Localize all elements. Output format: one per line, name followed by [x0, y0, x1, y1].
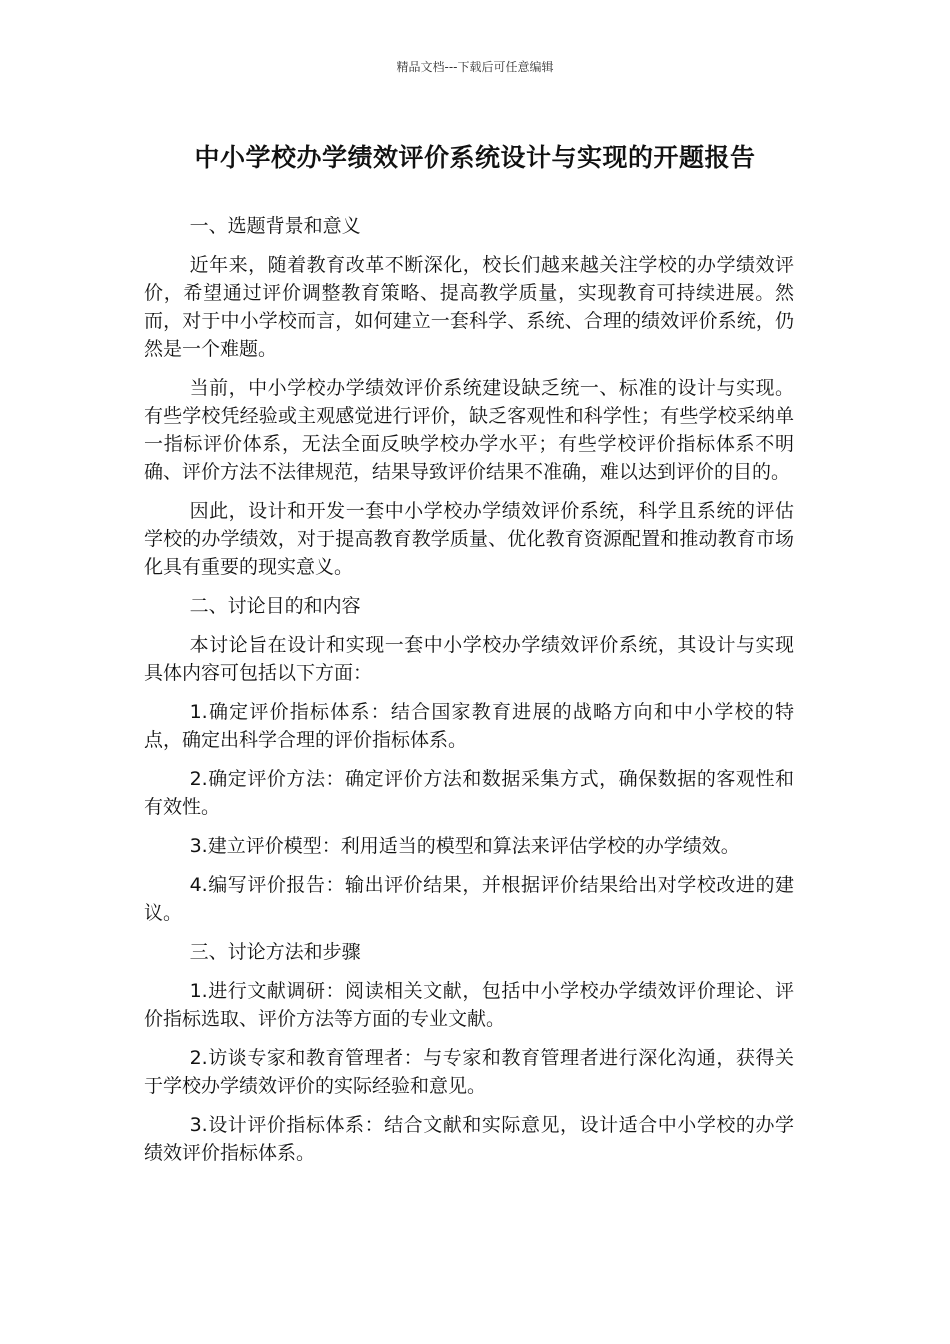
section-heading-purpose: 二、讨论目的和内容 [189, 595, 361, 617]
list-item: 2.访谈专家和教育管理者：与专家和教育管理者进行深化沟通，获得关于学校办学绩效评价的实际经验和意见。 [144, 1047, 794, 1097]
paragraph: 因此，设计和开发一套中小学校办学绩效评价系统，科学且系统的评估学校的办学绩效，对于提高教育教学质量、优化教育资源配置和推动教育市场化具有重要的现实意义。 [144, 500, 794, 578]
list-item: 1.进行文献调研：阅读相关文献，包括中小学校办学绩效评价理论、评价指标选取、评价方法等方面的专业文献。 [144, 980, 794, 1030]
paragraph: 当前，中小学校办学绩效评价系统建设缺乏统一、标准的设计与实现。有些学校凭经验或主观感觉进行评价，缺乏客观性和科学性；有些学校采纳单一指标评价体系，无法全面反映学校办学水平；有些学校评价指标体系不明确、评价方法不法律规范，结果导致评价结果不准确，难以达到评价的目的。 [144, 377, 794, 483]
section-heading-methods: 三、讨论方法和步骤 [189, 941, 361, 963]
list-item: 3.设计评价指标体系：结合文献和实际意见，设计适合中小学校的办学绩效评价指标体系。 [144, 1114, 794, 1164]
document-title: 中小学校办学绩效评价系统设计与实现的开题报告 [194, 143, 756, 172]
paragraph: 本讨论旨在设计和实现一套中小学校办学绩效评价系统，其设计与实现具体内容可包括以下方面： [144, 634, 794, 684]
list-item: 4.编写评价报告：输出评价结果，并根据评价结果给出对学校改进的建议。 [144, 874, 794, 924]
section-heading-background: 一、选题背景和意义 [189, 215, 361, 237]
list-item: 3.建立评价模型：利用适当的模型和算法来评估学校的办学绩效。 [189, 835, 740, 857]
list-item: 1.确定评价指标体系：结合国家教育进展的战略方向和中小学校的特点，确定出科学合理的评价指标体系。 [144, 701, 794, 751]
paragraph: 近年来，随着教育改革不断深化，校长们越来越关注学校的办学绩效评价，希望通过评价调整教育策略、提高教学质量，实现教育可持续进展。然而，对于中小学校而言，如何建立一套科学、系统、合理的绩效评价系统，仍然是一个难题。 [144, 254, 794, 360]
list-item: 2.确定评价方法：确定评价方法和数据采集方式，确保数据的客观性和有效性。 [144, 768, 794, 818]
document-body [144, 212, 794, 1178]
header-note: 精品文档---下载后可任意编辑 [396, 60, 554, 74]
